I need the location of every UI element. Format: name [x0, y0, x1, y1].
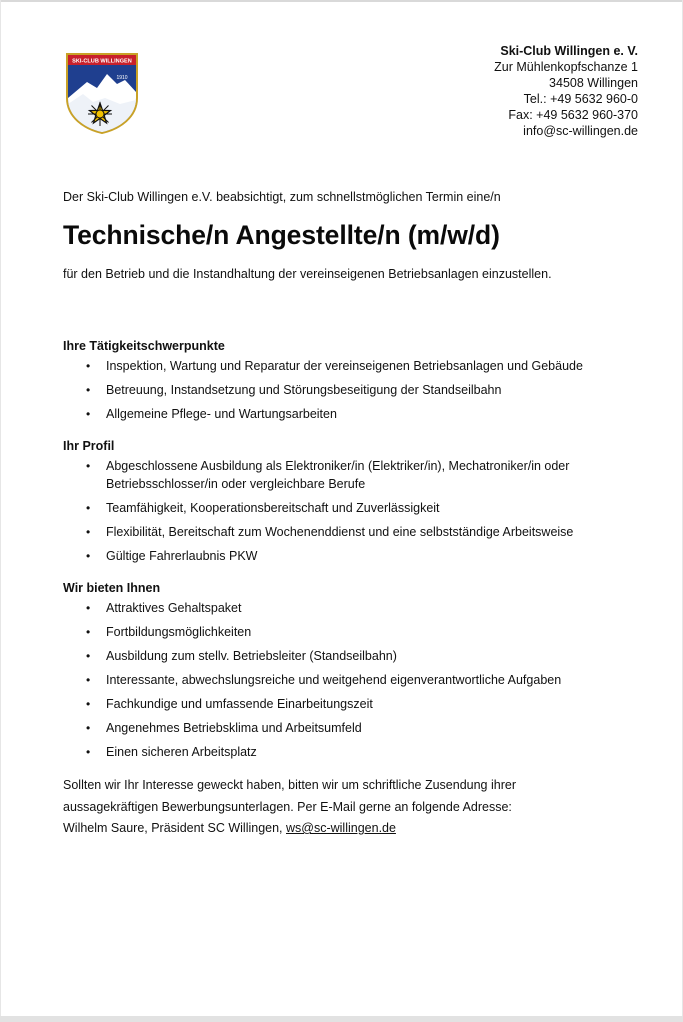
fax: Fax: +49 5632 960-370 [508, 108, 638, 122]
list-item: • Inspektion, Wartung und Reparatur der vereinseigenen Betriebsanlagen und Gebäude [86, 359, 583, 373]
closing-line-2: aussagekräftigen Bewerbungsunterlagen. Per E-Mail gerne an folgende Adresse: [63, 799, 512, 814]
phone: Tel.: +49 5632 960-0 [523, 92, 638, 106]
list-item: • Fortbildungsmöglichkeiten [86, 625, 252, 639]
list-item: • Flexibilität, Bereitschaft zum Wochenenddienst und eine selbstständige Arbeitsweise [86, 525, 574, 539]
list-item: • Betreuung, Instandsetzung und Störungsbeseitigung der Standseilbahn [86, 383, 502, 397]
purpose-text: für den Betrieb und die Instandhaltung der vereinseigenen Betriebsanlagen einzustellen. [63, 267, 552, 281]
email[interactable]: info@sc-willingen.de [523, 124, 638, 138]
job-title: Technische/n Angestellte/n (m/w/d) [63, 220, 500, 250]
closing-line-3 [63, 818, 643, 840]
logo-text: SKI-CLUB WILLINGEN [72, 58, 132, 65]
list-item: • Interessante, abwechslungsreiche und weitgehend eigenverantwortliche Aufgaben [86, 673, 562, 687]
job-posting [63, 188, 643, 840]
profile-list [63, 457, 643, 565]
star-icon [88, 102, 112, 126]
page-border-bottom [0, 1016, 683, 1022]
ski-club-logo [65, 52, 139, 134]
offer-list [63, 599, 643, 761]
section-offer [63, 579, 643, 761]
city: 34508 Willingen [549, 76, 638, 90]
sender-address [494, 43, 638, 139]
list-item: • Ausbildung zum stellv. Betriebsleiter (Standseilbahn) [86, 649, 397, 663]
list-item: • Attraktives Gehaltspaket [86, 601, 242, 615]
task-list [63, 357, 643, 423]
signature-text: Wilhelm Saure, Präsident SC Willingen, [63, 821, 286, 835]
section-profile [63, 437, 643, 565]
section-heading: Ihr Profil [63, 439, 115, 453]
street: Zur Mühlenkopfschanze 1 [494, 60, 638, 74]
list-item: • Teamfähigkeit, Kooperationsbereitschaft und Zuverlässigkeit [86, 501, 440, 515]
intro-text: Der Ski-Club Willingen e.V. beabsichtigt, zum schnellstmöglichen Termin eine/n [63, 190, 501, 204]
section-heading: Wir bieten Ihnen [63, 581, 161, 595]
page-border-left [0, 0, 1, 1022]
list-item: • Angenehmes Betriebsklima und Arbeitsumfeld [86, 721, 362, 735]
closing-line-1: Sollten wir Ihr Interesse geweckt haben, bitten wir um schriftliche Zusendung ihrer [63, 778, 516, 792]
section-tasks [63, 337, 643, 423]
section-heading: Ihre Tätigkeitschwerpunkte [63, 339, 225, 353]
list-item: • Gültige Fahrerlaubnis PKW [86, 549, 258, 563]
list-item: • Abgeschlossene Ausbildung als Elektroniker/in (Elektriker/in), Mechatroniker/in oder Betriebsschlosser/in oder vergleichbare Berufe [86, 459, 570, 491]
organization-name: Ski-Club Willingen e. V. [500, 44, 638, 58]
contact-email-link[interactable]: ws@sc-willingen.de [286, 821, 396, 835]
list-item: • Fachkundige und umfassende Einarbeitungszeit [86, 697, 373, 711]
page-border-top [0, 0, 683, 2]
closing-text [63, 775, 643, 840]
list-item: • Einen sicheren Arbeitsplatz [86, 745, 257, 759]
logo-year: 1910 [116, 75, 128, 81]
list-item: • Allgemeine Pflege- und Wartungsarbeiten [86, 407, 337, 421]
